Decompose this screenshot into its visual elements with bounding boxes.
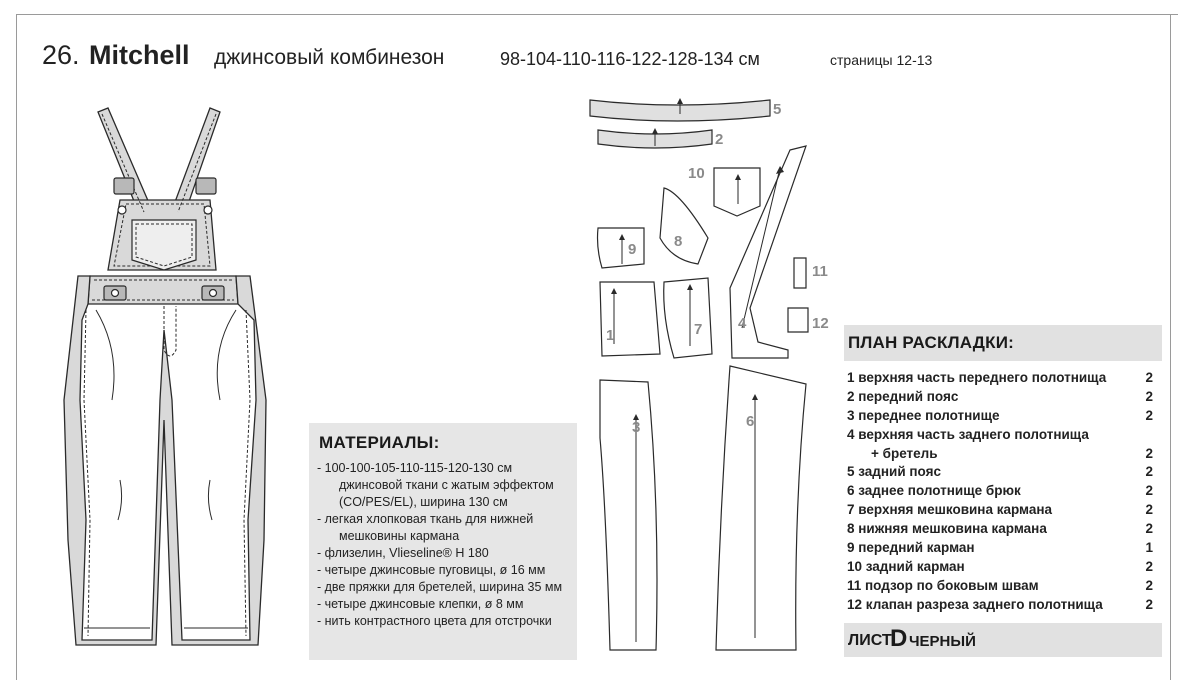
pattern-layout-diagram xyxy=(580,88,850,658)
piece-label-1: 1 xyxy=(606,327,615,344)
plan-row: 3 переднее полотнище 2 xyxy=(847,407,1153,423)
sheet-prefix: ЛИСТ xyxy=(848,632,892,649)
piece-10-back-pocket xyxy=(714,168,760,216)
plan-row: 4 верхняя часть заднего полотнища xyxy=(847,426,1089,442)
materials-title: МАТЕРИАЛЫ: xyxy=(319,433,440,452)
size-range: 98-104-110-116-122-128-134 см xyxy=(500,49,760,69)
piece-label-10: 10 xyxy=(688,165,705,182)
cutting-plan-title: ПЛАН РАСКЛАДКИ: xyxy=(848,333,1014,352)
piece-label-4: 4 xyxy=(738,315,747,332)
materials-list xyxy=(317,460,575,630)
piece-label-8: 8 xyxy=(674,233,683,250)
materials-item: - флизелин, Vlieseline® H 180 xyxy=(317,546,489,560)
piece-label-2: 2 xyxy=(715,131,724,148)
piece-11-side-facing xyxy=(794,258,806,288)
plan-row: 2 передний пояс 2 xyxy=(847,388,1153,404)
piece-label-3: 3 xyxy=(632,419,641,436)
overalls-illustration xyxy=(60,100,300,650)
plan-row: 5 задний пояс 2 xyxy=(847,464,1153,480)
plan-row: + бретель 2 xyxy=(871,445,1153,461)
plan-row: 10 задний карман 2 xyxy=(847,558,1153,574)
piece-label-12: 12 xyxy=(812,315,829,332)
page-reference: страницы 12-13 xyxy=(830,52,933,68)
materials-panel xyxy=(309,423,577,660)
materials-item: - легкая хлопковая ткань для нижней мешковины кармана xyxy=(317,512,534,543)
frame-right-line xyxy=(1170,14,1171,680)
frame-left-line xyxy=(16,14,17,680)
materials-item: - две пряжки для бретелей, ширина 35 мм xyxy=(317,580,563,594)
plan-row: 9 передний карман 1 xyxy=(847,540,1153,556)
model-number: 26. xyxy=(42,40,80,70)
piece-6-back-leg xyxy=(716,366,806,650)
plan-row: 1 верхняя часть переднего полотнища 2 xyxy=(847,370,1153,385)
piece-3-front-leg xyxy=(600,380,657,650)
materials-item: - 100-100-105-110-115-120-130 см джинсовой ткани с жатым эффектом (CO/PES/EL), ширина 130 см xyxy=(317,461,554,509)
piece-label-7: 7 xyxy=(694,321,703,338)
plan-row: 12 клапан разреза заднего полотнища 2 xyxy=(847,596,1153,612)
plan-row: 11 подзор по боковым швам 2 xyxy=(847,577,1153,593)
piece-12-back-slit-flap xyxy=(788,308,808,332)
piece-label-11: 11 xyxy=(812,263,828,280)
plan-row: 8 нижняя мешковина кармана 2 xyxy=(847,521,1153,537)
model-name: Mitchell xyxy=(89,40,190,70)
sheet-letter: D xyxy=(890,625,908,652)
piece-label-6: 6 xyxy=(746,413,755,430)
piece-8-lower-pocket-bag xyxy=(660,188,708,264)
materials-item: - четыре джинсовые клепки, ø 8 мм xyxy=(317,597,524,611)
plan-row: 7 верхняя мешковина кармана 2 xyxy=(847,502,1153,518)
frame-top-line xyxy=(16,14,1178,15)
plan-row: 6 заднее полотнище брюк 2 xyxy=(847,483,1153,499)
pattern-sheet-label xyxy=(844,623,1162,657)
piece-label-5: 5 xyxy=(773,101,782,118)
sheet-color: ЧЕРНЫЙ xyxy=(909,633,976,650)
piece-1-front-upper xyxy=(600,282,660,356)
model-description: джинсовый комбинезон xyxy=(214,46,445,69)
materials-item: - четыре джинсовые пуговицы, ø 16 мм xyxy=(317,563,546,577)
cutting-plan-list xyxy=(847,370,1159,616)
piece-9-front-pocket xyxy=(598,228,645,268)
materials-item: - нить контрастного цвета для отстрочки xyxy=(317,614,552,628)
cutting-plan-header xyxy=(844,325,1162,361)
piece-label-9: 9 xyxy=(628,241,637,258)
